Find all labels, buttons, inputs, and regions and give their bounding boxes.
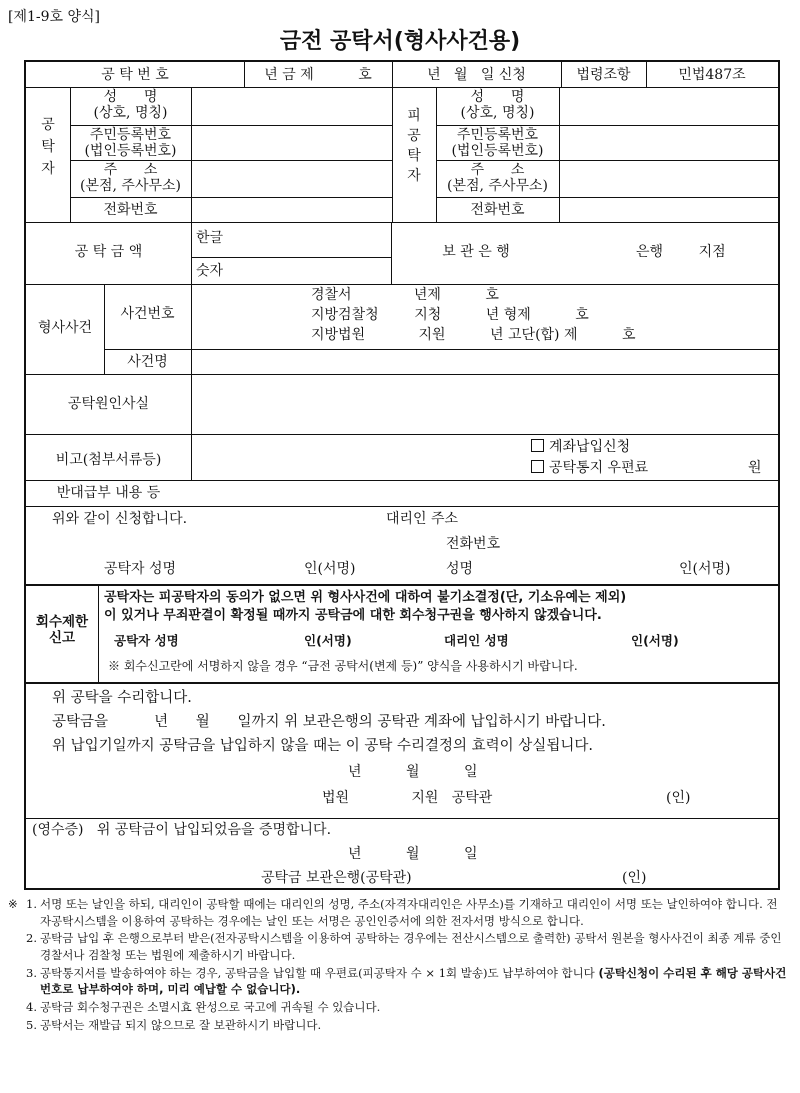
application-date: 년 월 일 신청 (427, 67, 526, 83)
withdrawal-depositor-label: 공탁자 성명 (114, 633, 179, 648)
footnote-text-regular: 공탁통지서를 발송하여야 하는 경우, 공탁금을 납입할 때 우편료(피공탁자 수 × 1회 발송)도 납부하여야 합니다 (40, 965, 599, 980)
depositor-seal: 인(서명) (304, 561, 356, 577)
footnotes (8, 896, 788, 1034)
row-line (26, 284, 778, 285)
depositor-side-text: 공탁자 (41, 117, 55, 177)
form-number: [제1-9호 양식] (8, 9, 101, 25)
withdrawal-restriction-label: 회수제한 신고 (35, 614, 89, 646)
depositor-address-label: 주 소 (본점, 주사무소) (80, 162, 181, 195)
form-title: 금전 공탁서(형사사건용) (279, 29, 521, 54)
withdrawal-depositor-seal: 인(서명) (304, 633, 352, 648)
row-line (70, 125, 392, 126)
col-line (191, 222, 192, 284)
case-line-prosecution: 지방검찰청 지청 년 형제 호 (311, 307, 589, 323)
acceptance-line-2: 공탁금을 년 월 일까지 위 보관은행의 공탁관 계좌에 납입하시기 바랍니다. (52, 714, 606, 730)
depositee-address-label: 주 소 (본점, 주사무소) (447, 162, 548, 195)
depositor-side-label (26, 114, 70, 180)
col-line (98, 584, 99, 682)
remarks-label: 비고(첨부서류등) (55, 452, 162, 468)
footnote-number: 5. (26, 1017, 37, 1032)
acceptance-line-1: 위 공탁을 수리합니다. (52, 690, 192, 706)
postage-checkbox[interactable] (531, 460, 544, 473)
case-line-court: 지방법원 지원 년 고단(합) 제 호 (311, 327, 636, 343)
row-line (26, 222, 778, 223)
counter-performance-label: 반대급부 내용 등 (56, 485, 161, 501)
footnote-number: 4. (26, 1000, 37, 1015)
depositee-name-label: 성 명 (상호, 명칭) (460, 89, 535, 122)
deposit-form (24, 60, 780, 890)
account-checkbox[interactable] (531, 439, 544, 452)
footnote-text: 공탁서는 재발급 되지 않으므로 잘 보관하시기 바랍니다. (40, 1017, 322, 1032)
receipt-bank: 공탁금 보관은행(공탁관) (261, 870, 412, 886)
col-line (191, 284, 192, 434)
agent-address-label: 대리인 주소 (386, 511, 459, 527)
withdrawal-note: ※ 회수신고란에 서명하지 않을 경우 “금전 공탁서(변제 등)” 양식을 사용하시기 바랍니다. (108, 659, 578, 673)
withdrawal-statement: 공탁자는 피공탁자의 동의가 없으면 위 형사사건에 대하여 불기소결정(단, 기소유예는 제외) 이 있거나 무죄판결이 확정될 때까지 공탁금에 대한 회수청구권을 행사하지 않겠습니다. (104, 590, 627, 623)
col-line (559, 87, 560, 222)
depositor-phone-label: 전화번호 (103, 202, 158, 218)
withdrawal-agent-seal: 인(서명) (631, 633, 679, 648)
postage-option-text: 공탁통지 우편료 (549, 460, 649, 476)
application-statement: 위와 같이 신청합니다. (52, 511, 188, 527)
postage-unit: 원 (748, 460, 762, 476)
depositor-name-label: 성 명 (상호, 명칭) (93, 89, 168, 122)
acceptance-office: 법원 지원 공탁관 (322, 790, 493, 806)
bank-value: 은행 지점 (636, 244, 726, 260)
row-line (436, 125, 778, 126)
row-line (26, 818, 778, 819)
footnote-text: 서명 또는 날인을 하되, 대리인이 공탁할 때에는 대리인의 성명, 주소(자격자대리인은 사무소)를 기재하고 대리인이 서명 또는 날인하여야 합니다. 전자공탁시스템을 이용하여 공탁하는 경우에는 날인 또는 서명은 공인인증서에 의한 전자서명 방식으로 합니다. (40, 897, 778, 928)
case-number-label: 사건번호 (120, 306, 175, 322)
depositor-id-label: 주민등록번호 (법인등록번호) (84, 127, 177, 160)
footnote-text: 공탁금 납입 후 은행으로부터 받은(전자공탁시스템을 이용하여 공탁하는 경우에는 전산시스템으로 출력한) 공탁서 원본을 형사사건이 최종 계류 중인 경찰서나 검찰청 또는 법원에 제출하시기 바랍니다. (40, 931, 782, 963)
row-line (26, 374, 778, 375)
footnote-number: 3. (26, 965, 37, 980)
depositee-id-label: 주민등록번호 (법인등록번호) (451, 127, 544, 160)
account-deposit-option[interactable] (531, 439, 630, 455)
row-line (26, 480, 778, 481)
footnote-item (8, 965, 788, 998)
statute-value: 민법487조 (678, 67, 746, 83)
footnote-number: 2. (26, 931, 37, 946)
depositor-signature-label: 공탁자 성명 (104, 561, 177, 577)
row-line (436, 160, 778, 161)
agent-seal: 인(서명) (679, 561, 731, 577)
row-line (26, 584, 778, 586)
case-line-police: 경찰서 년제 호 (311, 287, 499, 303)
col-line (191, 87, 192, 222)
amount-label: 공 탁 금 액 (74, 244, 143, 260)
withdrawal-agent-label: 대리인 성명 (444, 633, 509, 648)
deposit-number-label: 공 탁 번 호 (101, 67, 169, 83)
footnote-mark: ※ (8, 897, 18, 911)
depositee-side-label (392, 106, 436, 186)
agent-phone-label: 전화번호 (446, 536, 501, 552)
receipt-date: 년 월 일 (348, 846, 478, 862)
row-line (191, 257, 391, 258)
row-line (26, 87, 778, 88)
amount-korean-label: 한글 (196, 230, 224, 246)
footnote-text (40, 965, 788, 998)
footnote-number: 1. (26, 897, 37, 911)
case-name-label: 사건명 (127, 354, 168, 370)
row-line (70, 160, 392, 161)
row-line (26, 682, 778, 684)
statute-label: 법령조항 (576, 67, 631, 83)
depositee-phone-label: 전화번호 (470, 202, 525, 218)
receipt-line: (영수증) 위 공탁금이 납입되었음을 증명합니다. (32, 822, 332, 838)
acceptance-line-3: 위 납입기일까지 공탁금을 납입하지 않을 때는 이 공탁 수리결정의 효력이 상실됩니다. (52, 738, 593, 754)
col-line (191, 434, 192, 480)
cause-label: 공탁원인사실 (67, 396, 150, 412)
footnote-text-bold: (공탁신청이 수리된 후 해당 공탁사건번호로 납부하여야 하며, 미리 예납할 수 없습니다). (40, 965, 787, 997)
acceptance-seal: (인) (666, 790, 691, 806)
row-line (26, 434, 778, 435)
account-option-text: 계좌납입신청 (549, 439, 631, 455)
criminal-case-label: 형사사건 (37, 320, 93, 336)
row-line (70, 197, 392, 198)
row-line (436, 197, 778, 198)
footnote-item (8, 896, 788, 929)
receipt-seal: (인) (622, 870, 647, 886)
bank-label: 보 관 은 행 (442, 244, 510, 260)
depositee-side-text: 피공탁자 (407, 108, 421, 184)
postage-option[interactable] (531, 460, 648, 476)
footnote-item (8, 930, 788, 963)
agent-name-label: 성명 (446, 561, 474, 577)
amount-number-label: 숫자 (196, 263, 224, 279)
acceptance-date: 년 월 일 (348, 764, 478, 780)
deposit-number-value: 년 금 제 호 (264, 67, 372, 83)
row-line (104, 349, 778, 350)
row-line (26, 506, 778, 507)
footnote-text: 공탁금 회수청구권은 소멸시효 완성으로 국고에 귀속될 수 있습니다. (40, 1000, 381, 1015)
footnote-item (8, 999, 788, 1016)
footnote-item (8, 1017, 788, 1034)
